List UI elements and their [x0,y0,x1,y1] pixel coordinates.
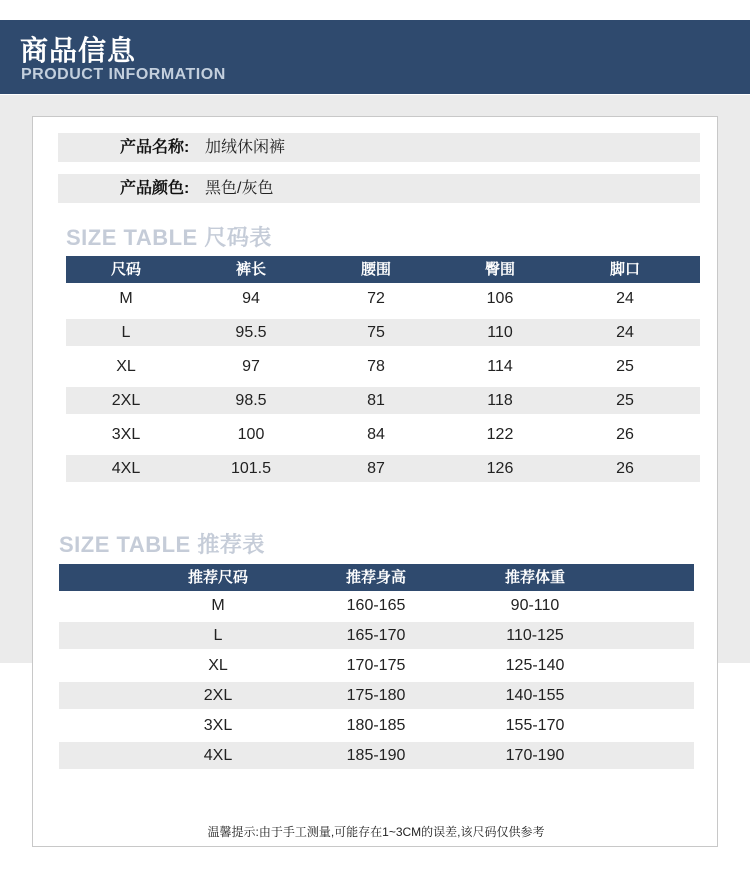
size-header-cell: 脚口 [609,261,641,278]
table-cell: 26 [616,460,634,477]
table-cell: 170-175 [346,657,406,674]
table-cell: 101.5 [230,460,272,477]
recommend-table [59,564,694,774]
table-cell: 2XL [111,392,141,409]
table-row [66,455,700,482]
size-table-header [66,256,700,283]
table-row [66,353,700,380]
table-cell: 78 [367,358,385,375]
size-table [66,256,700,486]
table-cell: 110 [487,324,513,341]
table-cell: 122 [486,426,514,443]
table-cell: 25 [616,358,634,375]
size-header-cell: 腰围 [360,261,392,278]
table-cell: XL [208,657,228,674]
table-row [66,319,700,346]
product-name-row [58,133,700,162]
table-cell: 106 [486,290,514,307]
table-cell: 26 [616,426,634,443]
table-cell: 72 [367,290,385,307]
table-cell: 175-180 [346,687,406,704]
info-card [32,116,718,847]
table-cell: 110-125 [506,627,564,644]
table-cell: 75 [367,324,385,341]
table-cell: 24 [616,290,634,307]
table-cell: 185-190 [346,747,406,764]
table-row [59,682,694,709]
table-cell: 2XL [203,687,233,704]
table-cell: 180-185 [346,717,406,734]
table-cell: 114 [487,358,513,375]
recommend-header-cell: 推荐体重 [504,569,566,586]
table-row [59,622,694,649]
table-cell: 100 [237,426,265,443]
table-cell: M [211,597,225,614]
table-cell: 4XL [203,747,233,764]
table-cell: 84 [367,426,385,443]
table-cell: 165-170 [346,627,406,644]
product-color-row [58,174,700,203]
table-cell: L [213,627,223,644]
table-cell: 25 [616,392,634,409]
table-row [66,285,700,312]
table-cell: XL [116,358,136,375]
table-row [66,421,700,448]
table-cell: 81 [367,392,385,409]
measurement-note: 温馨提示:由于手工测量,可能存在1~3CM的误差,该尺码仅供参考 [207,825,545,839]
table-cell: 118 [487,392,513,409]
table-cell: 3XL [111,426,141,443]
product-color-value: 黑色/灰色 [205,180,274,197]
table-cell: 170-190 [505,747,565,764]
recommend-header-cell: 推荐身高 [345,569,407,586]
table-cell: 3XL [203,717,233,734]
table-row [66,387,700,414]
table-cell: 90-110 [510,597,560,614]
table-cell: 125-140 [505,657,565,674]
banner-subtitle: PRODUCT INFORMATION [21,66,226,83]
recommend-table-heading: SIZE TABLE 推荐表 [59,532,265,557]
table-cell: 87 [367,460,385,477]
table-row [59,592,694,619]
size-header-cell: 尺码 [110,261,142,278]
table-row [59,712,694,739]
size-header-cell: 臀围 [484,261,516,278]
size-table-heading: SIZE TABLE 尺码表 [66,225,272,250]
banner-title: 商品信息 [20,35,137,66]
header-banner [0,20,750,94]
table-cell: 160-165 [346,597,406,614]
table-cell: 4XL [111,460,141,477]
table-cell: 97 [242,358,260,375]
table-cell: 98.5 [235,392,267,409]
size-header-cell: 裤长 [235,261,267,278]
recommend-table-header [59,564,694,591]
table-cell: 95.5 [235,324,267,341]
recommend-header-cell: 推荐尺码 [187,569,249,586]
product-color-label: 产品颜色: [120,180,190,197]
product-name-value: 加绒休闲裤 [205,139,286,156]
table-cell: 24 [616,324,634,341]
table-cell: 140-155 [505,687,565,704]
table-cell: 126 [486,460,514,477]
table-cell: 94 [242,290,260,307]
table-row [59,742,694,769]
table-cell: L [121,324,131,341]
table-cell: 155-170 [505,717,565,734]
table-cell: M [119,290,133,307]
table-row [59,652,694,679]
product-name-label: 产品名称: [120,139,190,156]
